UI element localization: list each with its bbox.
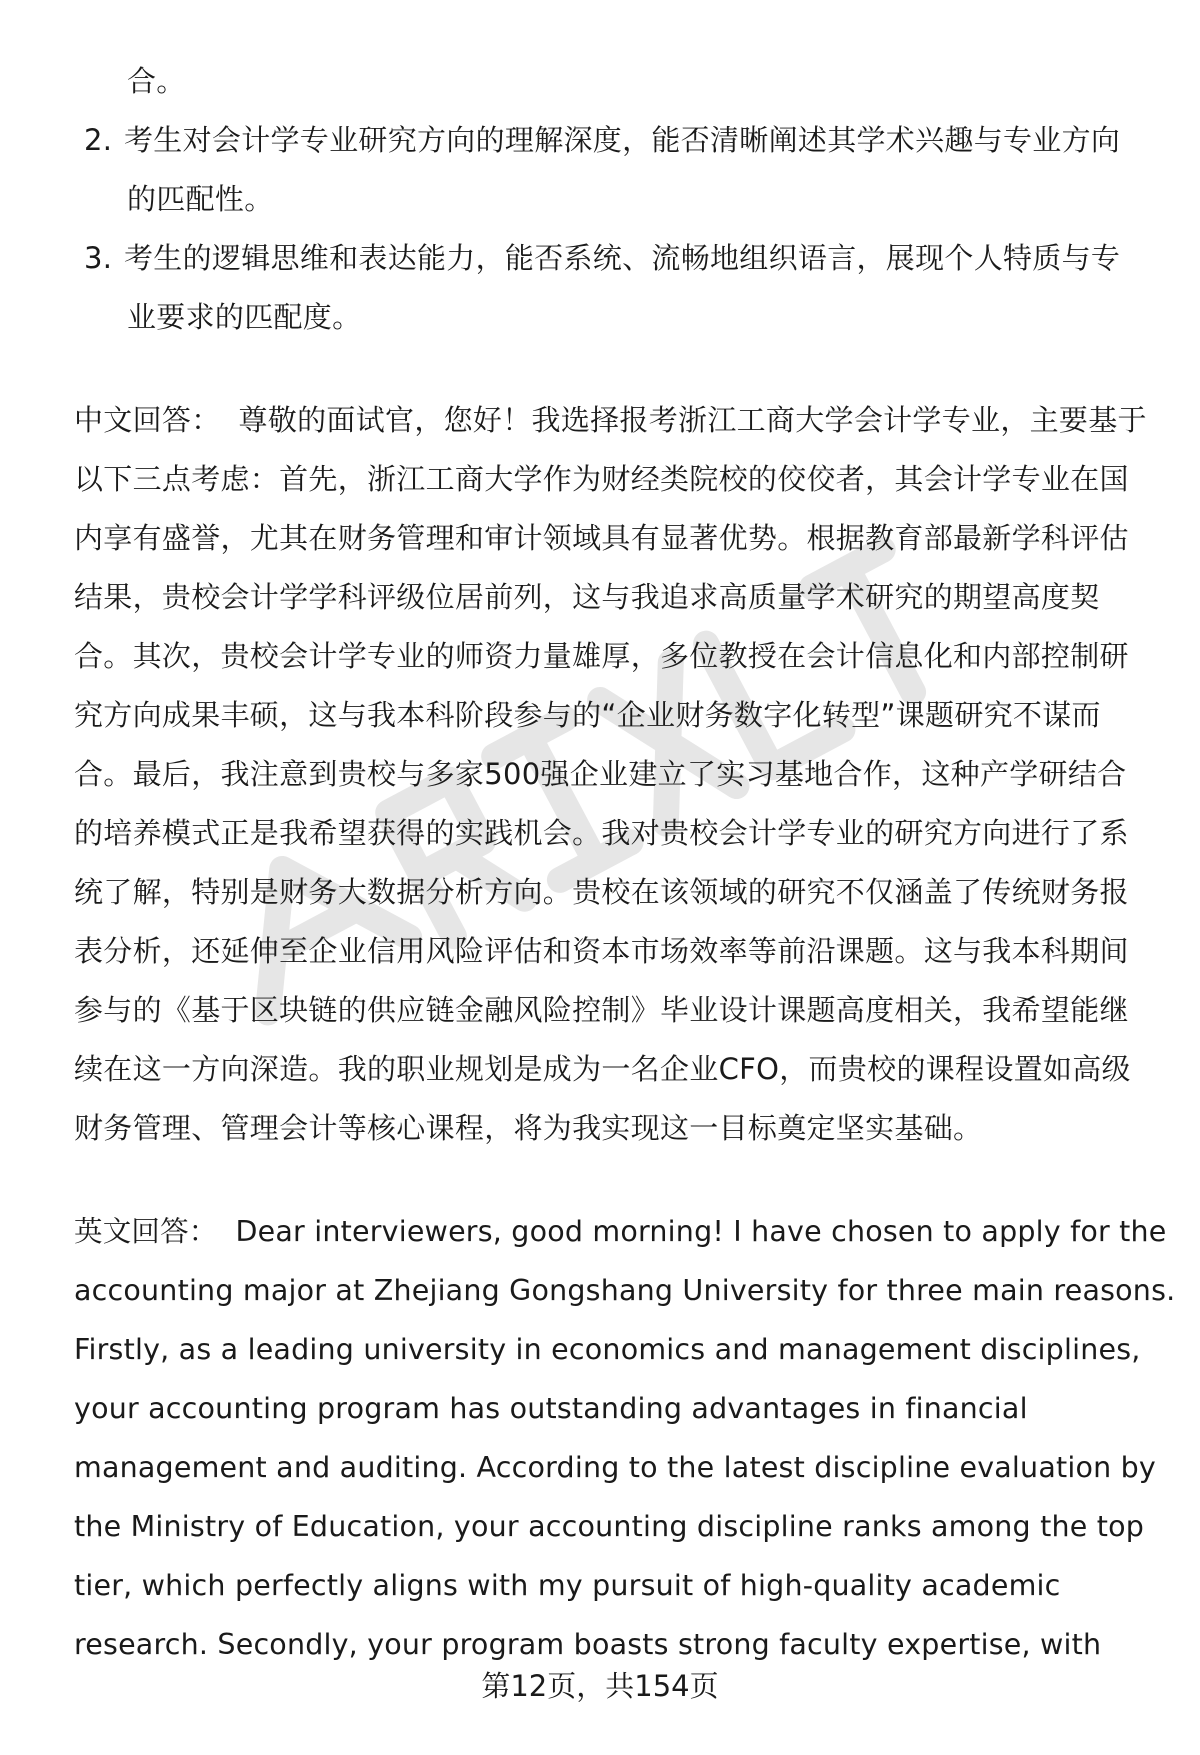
chinese-answer-first-line <box>74 391 1154 450</box>
list-number: 2. <box>84 123 113 157</box>
chinese-answer-label: 中文回答： <box>74 403 221 437</box>
english-answer-first-line <box>74 1202 1167 1261</box>
paragraph-line: management and auditing. According to the latest discipline evaluation by <box>74 1451 1156 1484</box>
paragraph-line: 统了解，特别是财务大数据分析方向。贵校在该领域的研究不仅涵盖了传统财务报 <box>74 875 1129 909</box>
paragraph-line: 财务管理、管理会计等核心课程，将为我实现这一目标奠定坚实基础。 <box>74 1111 983 1145</box>
paragraph-line: research. Secondly, your program boasts strong faculty expertise, with <box>74 1628 1102 1661</box>
paragraph-line: 内享有盛誉，尤其在财务管理和审计领域具有显著优势。根据教育部最新学科评估 <box>74 521 1129 555</box>
list-item-continuation: 业要求的匹配度。 <box>127 300 362 334</box>
paragraph-line: the Ministry of Education, your accounting discipline ranks among the top <box>74 1510 1145 1543</box>
page-number: 第12页，共154页 <box>481 1669 719 1703</box>
paragraph-line: 合。其次，贵校会计学专业的师资力量雄厚，多位教授在会计信息化和内部控制研 <box>74 639 1129 673</box>
document-body <box>74 52 1176 1674</box>
paragraph-line: 的培养模式正是我希望获得的实践机会。我对贵校会计学专业的研究方向进行了系 <box>74 816 1129 850</box>
paragraph-line: 结果，贵校会计学学科评级位居前列，这与我追求高质量学术研究的期望高度契 <box>74 580 1100 614</box>
list-text: 考生对会计学专业研究方向的理解深度，能否清晰阐述其学术兴趣与专业方向 <box>124 123 1121 157</box>
paragraph-line: 究方向成果丰硕，这与我本科阶段参与的“企业财务数字化转型”课题研究不谋而 <box>74 698 1101 732</box>
list-item <box>74 111 1154 170</box>
paragraph-line: Dear interviewers, good morning! I have chosen to apply for the <box>235 1215 1167 1248</box>
list-item-tail: 合。 <box>127 64 186 98</box>
list-item <box>74 229 1154 288</box>
paragraph-line: your accounting program has outstanding advantages in financial <box>74 1392 1028 1425</box>
paragraph-line: 表分析，还延伸至企业信用风险评估和资本市场效率等前沿课题。这与我本科期间 <box>74 934 1129 968</box>
paragraph-line: Firstly, as a leading university in economics and management disciplines, <box>74 1333 1141 1366</box>
paragraph-line: accounting major at Zhejiang Gongshang University for three main reasons. <box>74 1274 1176 1307</box>
paragraph-line: tier, which perfectly aligns with my pursuit of high-quality academic <box>74 1569 1061 1602</box>
criteria-list <box>74 111 1154 347</box>
chinese-answer <box>74 391 1154 1158</box>
paragraph-line: 以下三点考虑：首先，浙江工商大学作为财经类院校的佼佼者，其会计学专业在国 <box>74 462 1129 496</box>
paragraph-line: 参与的《基于区块链的供应链金融风险控制》毕业设计课题高度相关，我希望能继 <box>74 993 1129 1027</box>
english-answer <box>74 1202 1176 1674</box>
list-item-continuation: 的匹配性。 <box>127 182 274 216</box>
english-answer-label: 英文回答： <box>74 1215 218 1248</box>
list-text: 考生的逻辑思维和表达能力，能否系统、流畅地组织语言，展现个人特质与专 <box>124 241 1121 275</box>
list-number: 3. <box>84 241 113 275</box>
paragraph-line: 尊敬的面试官，您好！我选择报考浙江工商大学会计学专业，主要基于 <box>238 403 1147 437</box>
paragraph-line: 续在这一方向深造。我的职业规划是成为一名企业CFO，而贵校的课程设置如高级 <box>74 1052 1131 1086</box>
paragraph-line: 合。最后，我注意到贵校与多家500强企业建立了实习基地合作，这种产学研结合 <box>74 757 1127 791</box>
